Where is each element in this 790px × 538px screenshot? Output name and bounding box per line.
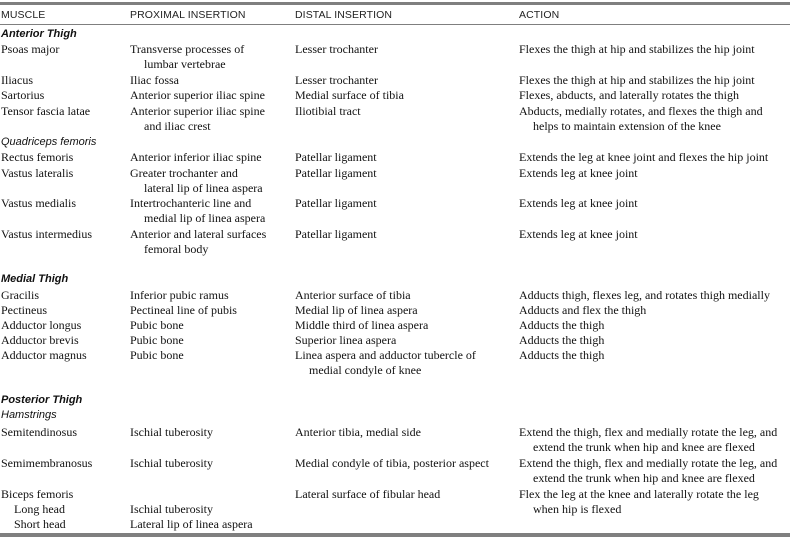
cell-line: femoral body — [144, 242, 209, 256]
cell-action: Extends leg at knee joint — [519, 166, 638, 180]
cell-action: Flexes the thigh at hip and stabilizes the hip joint — [519, 73, 755, 87]
cell-muscle: Vastus lateralis — [1, 166, 74, 180]
cell-muscle: Vastus medialis — [1, 196, 76, 210]
cell-action — [519, 104, 763, 134]
header-action: ACTION — [519, 9, 560, 21]
cell-action: Extends leg at knee joint — [519, 196, 638, 210]
cell-proximal: Ischial tuberosity — [130, 502, 213, 516]
cell-distal: Medial condyle of tibia, posterior aspect — [295, 456, 489, 470]
cell-muscle: Rectus femoris — [1, 150, 74, 164]
cell-muscle: Sartorius — [1, 88, 45, 102]
cell-line: Extend the thigh, flex and medially rotate the leg, and — [519, 456, 778, 470]
cell-line: when hip is flexed — [533, 502, 622, 516]
cell-distal: Patellar ligament — [295, 166, 377, 180]
cell-action — [519, 487, 759, 517]
cell-action: Flexes the thigh at hip and stabilizes the hip joint — [519, 42, 755, 56]
cell-proximal: Inferior pubic ramus — [130, 288, 229, 302]
cell-muscle: Short head — [14, 517, 66, 531]
cell-line: Greater trochanter and — [130, 166, 238, 180]
cell-distal: Patellar ligament — [295, 150, 377, 164]
cell-action: Extends the leg at knee joint and flexes the hip joint — [519, 150, 769, 164]
cell-line: Flex the leg at the knee and laterally rotate the leg — [519, 487, 759, 501]
subsection-hamstrings: Hamstrings — [1, 409, 57, 421]
cell-proximal: Anterior superior iliac spine — [130, 88, 265, 102]
cell-proximal — [130, 166, 263, 196]
cell-proximal: Pubic bone — [130, 348, 184, 362]
header-muscle: MUSCLE — [1, 9, 46, 21]
cell-action: Adducts the thigh — [519, 333, 605, 347]
cell-distal: Lateral surface of fibular head — [295, 487, 441, 501]
cell-action: Adducts thigh, flexes leg, and rotates thigh medially — [519, 288, 770, 302]
cell-muscle: Adductor magnus — [1, 348, 87, 362]
cell-proximal — [130, 42, 244, 72]
bottom-rule — [0, 533, 790, 537]
cell-proximal: Ischial tuberosity — [130, 425, 213, 439]
cell-muscle: Adductor longus — [1, 318, 82, 332]
cell-distal: Medial surface of tibia — [295, 88, 404, 102]
cell-muscle: Semimembranosus — [1, 456, 93, 470]
cell-distal: Anterior surface of tibia — [295, 288, 411, 302]
cell-line: lateral lip of linea aspera — [144, 181, 263, 195]
cell-action: Adducts the thigh — [519, 318, 605, 332]
cell-distal: Patellar ligament — [295, 227, 377, 241]
cell-muscle: Semitendinosus — [1, 425, 78, 439]
cell-muscle: Gracilis — [1, 288, 39, 302]
section-posterior-thigh: Posterior Thigh — [1, 394, 83, 406]
cell-muscle: Psoas major — [1, 42, 60, 56]
cell-muscle: Long head — [14, 502, 65, 516]
cell-proximal: Ischial tuberosity — [130, 456, 213, 470]
cell-muscle: Tensor fascia latae — [1, 104, 91, 118]
cell-action — [519, 456, 777, 486]
cell-proximal — [130, 227, 266, 257]
cell-distal: Medial lip of linea aspera — [295, 303, 418, 317]
cell-line: helps to maintain extension of the knee — [533, 119, 721, 133]
cell-proximal: Anterior inferior iliac spine — [130, 150, 262, 164]
header-proximal: PROXIMAL INSERTION — [130, 9, 246, 21]
cell-line: Transverse processes of — [130, 42, 245, 56]
cell-muscle: Adductor brevis — [1, 333, 79, 347]
cell-action: Flexes, abducts, and laterally rotates the thigh — [519, 88, 739, 102]
cell-proximal — [130, 104, 265, 134]
cell-line: Abducts, medially rotates, and flexes the thigh and — [519, 104, 763, 118]
cell-line: lumbar vertebrae — [144, 57, 226, 71]
cell-muscle: Iliacus — [1, 73, 33, 87]
cell-proximal: Pectineal line of pubis — [130, 303, 237, 317]
cell-line: extend the trunk when hip and knee are flexed — [533, 440, 755, 454]
cell-line: Anterior and lateral surfaces — [130, 227, 267, 241]
cell-line: medial condyle of knee — [309, 363, 422, 377]
cell-line: extend the trunk when hip and knee are flexed — [533, 471, 755, 485]
top-rule — [0, 2, 790, 5]
cell-distal: Patellar ligament — [295, 196, 377, 210]
cell-distal: Anterior tibia, medial side — [295, 425, 421, 439]
cell-muscle: Vastus intermedius — [1, 227, 92, 241]
cell-line: and iliac crest — [144, 119, 211, 133]
header-rule — [0, 24, 790, 25]
cell-proximal: Iliac fossa — [130, 73, 179, 87]
section-anterior-thigh: Anterior Thigh — [1, 28, 77, 40]
cell-proximal: Pubic bone — [130, 318, 184, 332]
cell-distal: Lesser trochanter — [295, 42, 378, 56]
cell-line: Linea aspera and adductor tubercle of — [295, 348, 476, 362]
cell-action: Extends leg at knee joint — [519, 227, 638, 241]
cell-distal — [295, 348, 476, 378]
cell-line: Extend the thigh, flex and medially rotate the leg, and — [519, 425, 778, 439]
cell-action: Adducts and flex the thigh — [519, 303, 647, 317]
cell-proximal — [130, 196, 265, 226]
cell-line: medial lip of linea aspera — [144, 211, 266, 225]
subsection-quadriceps: Quadriceps femoris — [1, 136, 97, 148]
cell-distal: Superior linea aspera — [295, 333, 397, 347]
section-medial-thigh: Medial Thigh — [1, 273, 69, 285]
cell-line: Intertrochanteric line and — [130, 196, 252, 210]
cell-proximal: Lateral lip of linea aspera — [130, 517, 253, 531]
cell-line: Anterior superior iliac spine — [130, 104, 265, 118]
cell-proximal: Pubic bone — [130, 333, 184, 347]
cell-muscle: Biceps femoris — [1, 487, 74, 501]
cell-action: Adducts the thigh — [519, 348, 605, 362]
cell-action — [519, 425, 777, 455]
cell-distal: Iliotibial tract — [295, 104, 361, 118]
cell-distal: Middle third of linea aspera — [295, 318, 429, 332]
header-distal: DISTAL INSERTION — [295, 9, 393, 21]
cell-muscle: Pectineus — [1, 303, 47, 317]
cell-distal: Lesser trochanter — [295, 73, 378, 87]
